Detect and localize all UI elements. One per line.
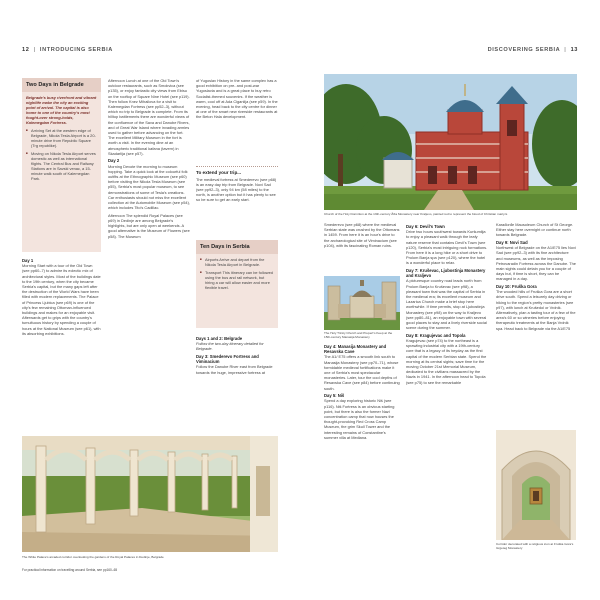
ten-days-title: Ten Days in Serbia — [196, 240, 278, 254]
day-2-morning-text: Morning Devote the morning to museum hopping. Take a quick look at the colourful folk outfits at the Ethnographic Museum (see p60) before visiting the Nikola Tesla Museum (see p55), Serbia's most popular museum, to see demonstrations of some of Tesla's creations. Car enthusiasts should not miss the excellent collection at the Automobile Museum (see p54), which includes Tito's Cadillac. — [108, 163, 190, 211]
day-1-afternoon-text: Afternoon Lunch at one of the Old Town's outdoor restaurants, such as Smokvica (see p135), or enjoy fantastic city views from Ebisu on the rooftop of Square Nine Hotel (see p119). Then follow Knez Mihailova for a visit to Kalemegdan Fortress (see pp52–3), without which no trip to Belgrade is complete. From its hilltop battlements there are wonderful views of the confluence of the Sava and Danube Rivers, and of Great War Island where invading armies used to gather before advancing on the fort. The excellent Military Museum in the fort is worth a visit. In the evening dine at an atmospheric traditional kafana (tavern) in Skadarlija (see p57). — [108, 78, 190, 156]
day-4-text: The A1/ E75 offers a smooth link south to Manasija Monastery (see pp70–71), whose formidable medieval fortifications make it one of Serbia's most spectacular monasteries. Later, tour the cool depths of Resavska Cave (see p84) before continuing south. — [324, 354, 400, 391]
day-6-heading: Day 6: Devil's Town — [406, 224, 445, 229]
day-3-continued-text: Smederevo (see p68) where the medieval Serbian state was crushed by the Ottomans in 1459. From here it is an hour's drive to the archaeological site of Viminacium (see p104), with its fascinating Roman ruins. — [324, 222, 400, 248]
white-palace-corridor-photo — [22, 436, 278, 552]
two-days-moving-on: ■ Moving on Nikola Tesla Airport serves domestic as well as international flights. The Central Bus and Railway Stations are in Savski venac, a 15-minute walk south of Kalemegdan Park. — [26, 151, 97, 181]
day-10-text: The wooded hills of Fruška Gora are a short drive south. Spend a leisurely day driving or hiking to the region's pretty monasteries (see p97), with lunch at Krušedol or Vrdnik. Alternatively, plan a tasting tour of a few of the area's 60 or so wineries before enjoying therapeutic treatments at the Banja Vrdnik spa. Head back to Belgrade via the A1/E75 — [496, 289, 576, 331]
manasija-monastery-photo — [324, 276, 400, 330]
grgeteg-caption: Corridor decorated with a religious icon at Fruška Gora's Grgeteg Monastery — [496, 542, 574, 550]
grgeteg-corridor-photo — [496, 430, 576, 540]
day-3-heading: Day 3: Smederevo Fortress and Viminacium — [196, 354, 259, 365]
day-6-text: Drive two hours southwest towards Kuršumlija to enjoy a pleasant walk through the leafy nature reserve that contains Devil's Town (see p120), Serbia's most intriguing rock formations. From here it is a long hike or a short drive to Prolom Banja spa (see p120), where the hotel is a wonderful place to relax. — [406, 229, 488, 266]
day-7-text: A picturesque country road leads north from Prolom Banja to Kruševac (see p98), a pleasant town that was the capital of Serbia in the medieval era; its excellent museum and Lazarica Church make a brief stop here worthwhile. If time permits, stop at Ljubostinja Monastery (see p98) on the way to Kraljevo (see pp80–81), an enjoyable town with several good places to stay and a lively riverside social scene during the summer. — [406, 278, 487, 331]
two-days-title: Two Days in Belgrade — [22, 78, 101, 92]
day-10-heading: Day 10: Fruška Gora — [496, 284, 537, 290]
manasija-caption: The Holy Trinity Church and Prepert's Keep at the 15th-century Manasija Monastery — [324, 331, 393, 339]
two-days-box — [22, 78, 101, 252]
extend-trip-title: To extend your trip... — [196, 170, 242, 175]
day-7-heading: Day 7: Kruševac, Ljubostinja Monastery and Kraljevo — [406, 268, 486, 279]
right-page — [300, 0, 600, 600]
two-days-lead: Belgrade's busy riverfront and vibrant nightlife make the city an exciting point of arrival. The capital is also home to one of the country's most fought-over strong-holds, Kalemegdan Fortress. — [26, 95, 97, 125]
day-8-text: Kragujevac (see p74) to the northeast is a sprawling industrial city with a 19th-century core that is a legacy of its heyday as the first capital of the modern Serbian state. Spend the morning at its central sights; save time for the moving October 21st Memorial Museum, dedicated to the civilians massacred by the Nazis in 1941. In the afternoon head to Topola (see p75) to see the remarkable — [406, 338, 487, 385]
day-3-text: Follow the Danube River east from Belgrade towards the huge, impressive fortress at — [196, 364, 273, 375]
left-page-footer: For practical information on travelling around Serbia, see pp160–65 — [22, 568, 118, 572]
right-column-1-bottom — [324, 342, 400, 552]
day-9-text: Northwest of Belgrade on the A1/E75 lies Novi Sad (see pp92–3) with its fine architecture and museums, as well as the imposing Petrovaradin Fortress across the Danube. The main sights could detain you for a couple of days but, if time is short, they can be managed in a day. — [496, 245, 576, 282]
day-8-heading: Day 8: Kragujevac and Topola — [406, 332, 466, 338]
white-palace-caption: The White Palace's arcaded corridor overlooking the gardens of the Royal Palaces in Dedinje, Belgrade — [22, 555, 164, 559]
right-page-number: 13 — [570, 47, 578, 53]
ten-days-transport: ■ Transport This itinerary can be followed using the bus and rail network, but hiring a car will allow easier and more flexible travel. — [200, 270, 274, 290]
right-column-3 — [496, 222, 576, 426]
right-page-header: DISCOVERING SERBIA | 13 — [487, 47, 578, 53]
ten-days-airports: ■ Airports Arrive and depart from the Nikola Tesla Airport in Belgrade. — [200, 257, 274, 267]
extend-trip-box — [196, 166, 278, 234]
day-2-continued-text: of Yugoslav History in the same complex has a good exhibition on pre- and post-war Yugoslavia and is a great place to buy retro Socialist-themed souvenirs. If the weather is warm, cool off at Ada Ciganlija (see p59). In the evening, head back to the city centre for dinner at one of the smart new riverside restaurants at the Beton Hala development. — [196, 78, 278, 120]
ten-days-box — [196, 240, 278, 328]
day-9-heading: Day 9: Novi Sad — [496, 240, 528, 245]
zica-monastery-caption: Church of the Holy Dormition at the 13th-century Žiča Monastery near Kraljevo, painted red to represent the blood of Christian martyrs — [324, 212, 508, 216]
day-1-heading: Day 1 — [22, 258, 34, 263]
day-8-continued-text: Karađorđe Mausoleum Church of St George. Either stay here overnight or continue north towards Belgrade. — [496, 222, 574, 238]
two-days-arriving: ■ Arriving Set at the western edge of Belgrade, Nikola Tesla Airport is a 20-minute drive from Republic Square (Trg republike). — [26, 128, 97, 148]
right-section-title: DISCOVERING SERBIA — [487, 47, 561, 53]
left-column-2 — [108, 78, 190, 430]
ten-days-start — [196, 334, 278, 430]
left-column-3 — [196, 78, 278, 166]
left-column-1 — [22, 256, 101, 430]
right-column-1-top — [324, 222, 400, 274]
left-page-header: 12 | INTRODUCING SERBIA — [22, 47, 113, 53]
day-2-afternoon-text: Afternoon The splendid Royal Palaces (see p69) in Dedinje are among Belgrade's highlights, but are only open at weekends. A good alternative is the Museum of Flowers (see p58). The Museum — [108, 212, 190, 239]
day-2-heading: Day 2 — [108, 158, 120, 164]
left-page-number: 12 — [22, 47, 30, 53]
right-column-2 — [406, 222, 488, 552]
left-section-title: INTRODUCING SERBIA — [39, 47, 113, 53]
days-1-2-text: Follow the two-day itinerary detailed for Belgrade. — [196, 341, 264, 352]
extend-trip-text: The medieval fortress at Smederevo (see p68) is an easy day trip from Belgrade. Novi Sad (see pp92–3), only 94 km (58 miles) to the north, is another option but it has plenty to see so be sure to get an early start. — [196, 177, 277, 202]
day-1-text: Morning Start with a tour of the Old Town (see pp60–7) to admire its eclectic mix of architectural styles. Most of the buildings date to the 19th century, when the city became Serbia's capital, but the many gaps left after the destruction of the World Wars have been filled with modern replacements. The Palace of Princess Ljubica (see p69) is one of the city's few remaining Ottoman-influenced buildings and makes for an enjoyable visit. Afterwards get to grips with the country's tumultuous history by spending a couple of hours at the National Museum (see p61), with its absorbing exhibitions. — [22, 263, 101, 336]
day-5-heading: Day 5: Niš — [324, 393, 345, 399]
zica-monastery-photo — [324, 74, 577, 210]
day-5-text: Spend a day exploring historic Niš (see p116). Niš Fortress is an obvious starting point, but there is also the former Nazi concentration camp that now houses the thought-provoking Red Cross Camp Museum, the grim Skull Tower and the interesting remains of Constantine's summer villa at Mediana. — [324, 398, 395, 440]
days-1-2-heading: Days 1 and 2: Belgrade — [196, 336, 243, 341]
day-4-heading: Day 4: Manasija Monastery and Resavska Cave — [324, 344, 387, 355]
